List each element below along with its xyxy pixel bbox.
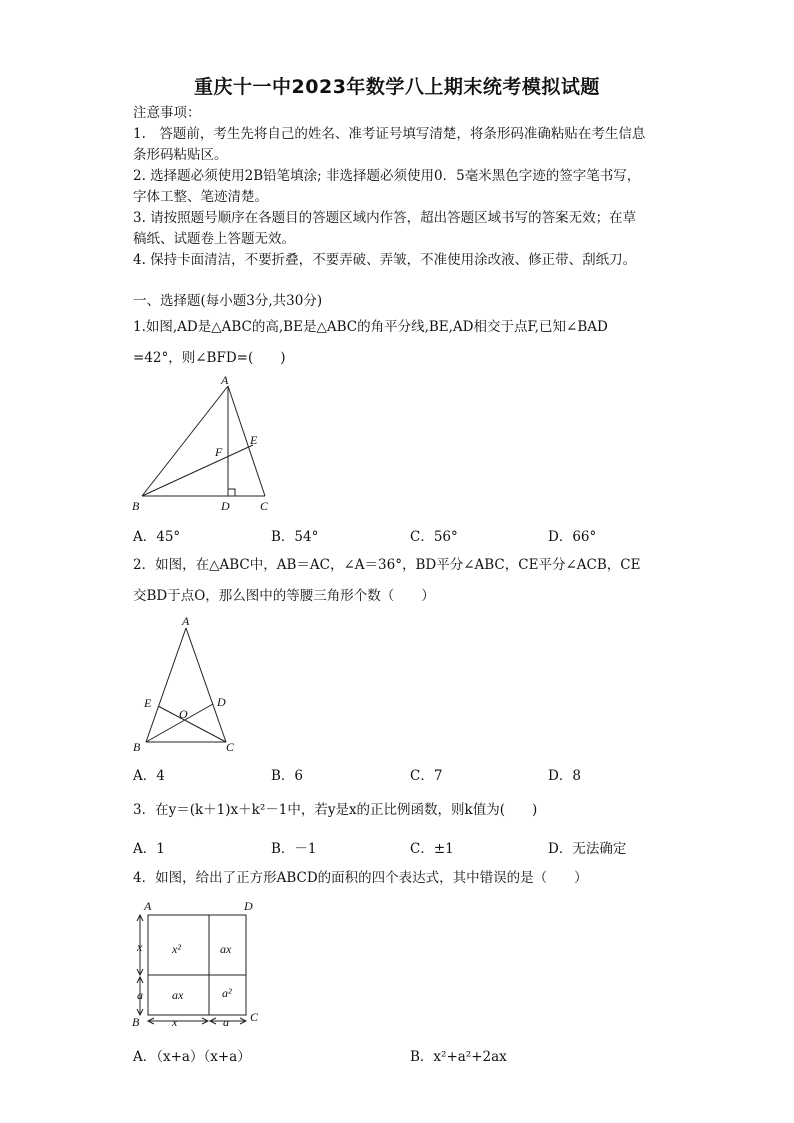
page-title: 重庆十一中2023年数学八上期末统考模拟试题 [194,76,600,98]
q2-label-A: A [182,614,190,628]
q1-label-D: D [221,499,230,513]
q1-label-E: E [250,433,258,447]
question-4-figure [128,897,268,1037]
notice-heading: 注意事项： [133,105,201,121]
q3-option-a[interactable]: A．1 [133,841,165,857]
q4-option-b[interactable]: B．x²+a²+2ax [410,1049,507,1065]
q2-label-C: C [226,740,235,754]
question-4-text: 4．如图，给出了正方形ABCD的面积的四个表达式，其中错误的是（ ） [133,870,588,886]
q3-option-d[interactable]: D．无法确定 [548,841,627,857]
notice-line: 1. 答题前，考生先将自己的姓名、准考证号填写清楚，将条形码准确粘贴在考生信息 [133,126,646,142]
q4-label-D: D [244,899,253,913]
q1-label-B: B [132,499,140,513]
q4-label-A: A [144,899,152,913]
q4-label-B: B [132,1015,140,1029]
q2-label-O: O [179,707,188,721]
question-2-figure [128,612,248,757]
q2-label-E: E [144,696,152,710]
q4-cell-x2: x² [172,942,181,956]
q2-label-D: D [217,695,226,709]
q2-option-d[interactable]: D．8 [548,768,581,784]
section-heading: 一、选择题(每小题3分,共30分) [133,293,323,309]
q4-cell-ax-bottom: ax [172,988,184,1002]
question-1-figure [128,372,278,517]
question-1-text: 1.如图,AD是△ABC的高,BE是△ABC的角平分线,BE,AD相交于点F,已知∠BAD [133,319,608,335]
q2-option-b[interactable]: B．6 [271,768,304,784]
q2-option-a[interactable]: A．4 [133,768,165,784]
question-2-text: 2．如图，在△ABC中，AB＝AC，∠A＝36°，BD平分∠ABC，CE平分∠ACB，CE [133,557,641,573]
notice-line: 2. 选择题必须使用2B铅笔填涂; 非选择题必须使用0．5毫米黑色字迹的签字笔书写， [133,168,641,184]
question-1-text: =42°，则∠BFD=( ) [133,350,286,366]
q1-option-d[interactable]: D．66° [548,529,597,545]
q3-option-c[interactable]: C．±1 [410,841,454,857]
q4-dim-a-left: a [137,988,143,1002]
q4-dim-x-bottom: x [172,1015,178,1029]
q1-option-c[interactable]: C．56° [410,529,458,545]
q1-label-F: F [215,445,223,459]
q1-label-C: C [260,499,269,513]
q3-option-b[interactable]: B．－1 [271,841,317,857]
notice-line: 字体工整、笔迹清楚。 [133,189,268,205]
q4-option-a[interactable]: A．（x+a）（x+a） [133,1049,251,1065]
notice-line: 条形码粘贴区。 [133,147,228,163]
q4-dim-a-bottom: a [223,1015,229,1029]
q1-option-b[interactable]: B．54° [271,529,319,545]
q4-label-C: C [250,1010,259,1024]
notice-line: 3. 请按照题号顺序在各题目的答题区域内作答，超出答题区域书写的答案无效；在草 [133,210,637,226]
q4-cell-ax-top: ax [220,942,232,956]
notice-line: 4. 保持卡面清洁，不要折叠，不要弄破、弄皱，不准使用涂改液、修正带、刮纸刀。 [133,252,637,268]
q2-label-B: B [133,740,141,754]
question-3-text: 3．在y＝(k＋1)x＋k²－1中，若y是x的正比例函数，则k值为( ) [133,802,538,818]
q1-label-A: A [221,373,229,387]
q1-option-a[interactable]: A．45° [133,529,181,545]
question-2-text: 交BD于点O，那么图中的等腰三角形个数（ ） [133,588,435,604]
q4-dim-x-left: x [137,940,143,954]
q2-option-c[interactable]: C．7 [410,768,443,784]
notice-line: 稿纸、试题卷上答题无效。 [133,231,295,247]
q4-cell-a2: a² [222,986,232,1000]
